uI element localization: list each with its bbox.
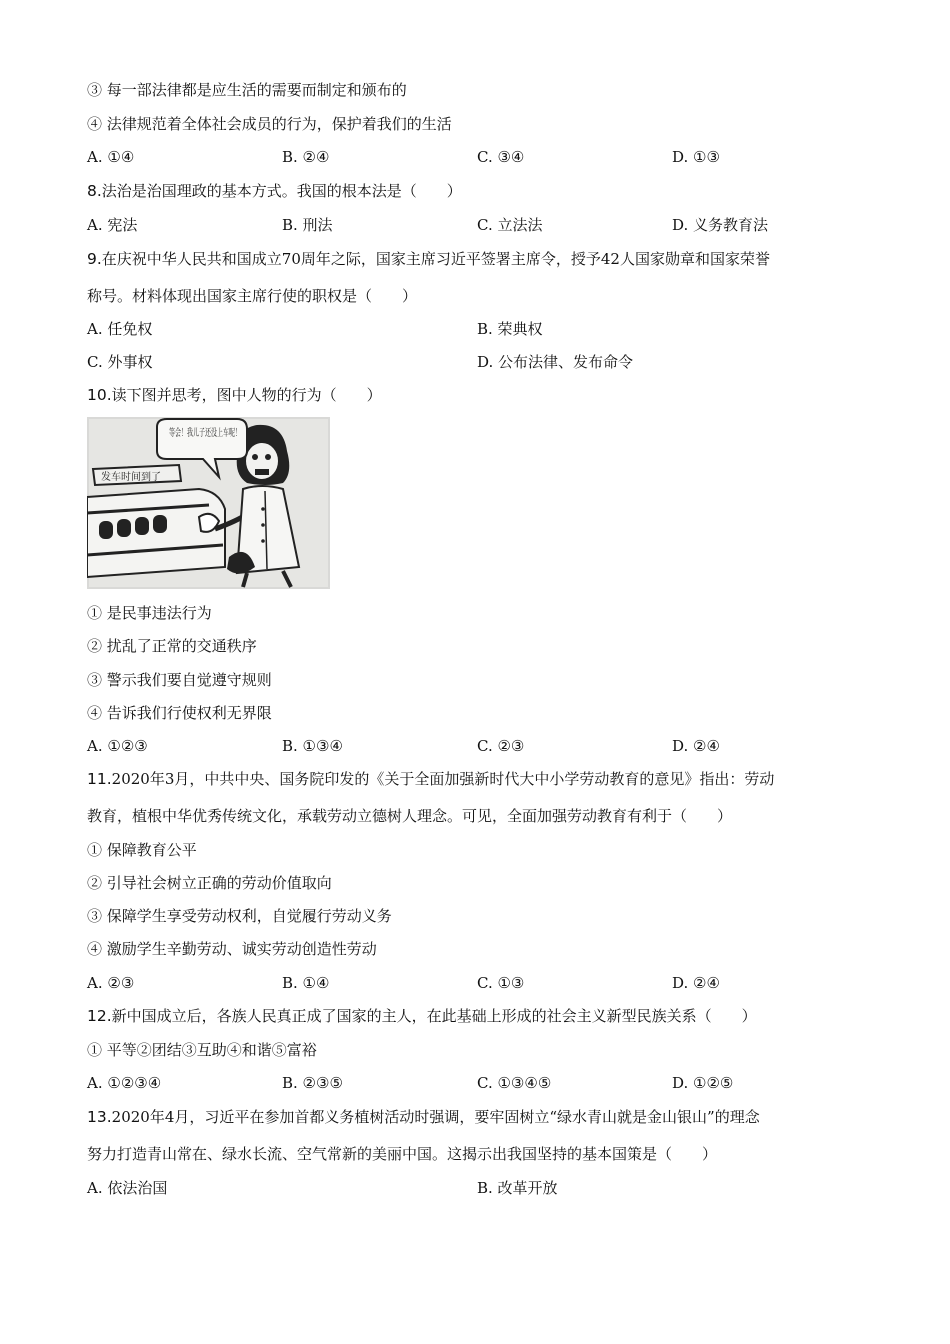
statement-11-1: ① 保障教育公平 bbox=[87, 841, 197, 859]
question-number: 13. bbox=[87, 1108, 112, 1126]
option-c[interactable]: C. 立法法 bbox=[477, 216, 543, 234]
statement-11-4: ④ 激励学生辛勤劳动、诚实劳动创造性劳动 bbox=[87, 940, 377, 958]
option-d[interactable]: D. ②④ bbox=[672, 974, 720, 992]
option-a[interactable]: A. 依法治国 bbox=[87, 1179, 168, 1197]
option-c[interactable]: C. ①③④⑤ bbox=[477, 1074, 552, 1092]
option-a[interactable]: A. 宪法 bbox=[87, 216, 138, 234]
speech-bubble-text: 等会！我儿子还没上车呢！ bbox=[169, 428, 289, 439]
question-number: 8. bbox=[87, 182, 102, 200]
statement-10-3: ③ 警示我们要自觉遵守规则 bbox=[87, 671, 272, 689]
question-number: 11. bbox=[87, 770, 112, 788]
question-text: 在庆祝中华人民共和国成立70周年之际，国家主席习近平签署主席令，授予42人国家勋章和国家荣誉 bbox=[101, 250, 770, 268]
option-b[interactable]: B. 荣典权 bbox=[477, 320, 543, 338]
options-q13 bbox=[87, 1178, 867, 1198]
option-b[interactable]: B. 刑法 bbox=[282, 216, 333, 234]
option-c[interactable]: C. ②③ bbox=[477, 737, 525, 755]
options-q7 bbox=[87, 147, 867, 167]
question-11-cont: 教育，植根中华优秀传统文化，承载劳动立德树人理念。可见，全面加强劳动教育有利于（ ） bbox=[87, 807, 733, 825]
option-c[interactable]: C. ③④ bbox=[477, 148, 525, 166]
question-10 bbox=[87, 385, 382, 405]
statement-11-3: ③ 保障学生享受劳动权利，自觉履行劳动义务 bbox=[87, 907, 392, 925]
question-text: 新中国成立后，各族人民真正成了国家的主人，在此基础上形成的社会主义新型民族关系（ ） bbox=[111, 1007, 757, 1025]
option-b[interactable]: B. ②④ bbox=[282, 148, 330, 166]
option-a[interactable]: A. ①②③ bbox=[87, 737, 148, 755]
question-8 bbox=[87, 181, 462, 201]
question-number: 12. bbox=[87, 1007, 112, 1025]
statement-10-2: ② 扰乱了正常的交通秩序 bbox=[87, 637, 257, 655]
statement-12-1: ① 平等②团结③互助④和谐⑤富裕 bbox=[87, 1041, 317, 1059]
question-number: 9. bbox=[87, 250, 102, 268]
options-q9-row2 bbox=[87, 352, 867, 372]
statement-10-4: ④ 告诉我们行使权利无界限 bbox=[87, 704, 272, 722]
statement-7-3: ③ 每一部法律都是应生活的需要而制定和颁布的 bbox=[87, 81, 407, 99]
question-9-cont: 称号。材料体现出国家主席行使的职权是（ ） bbox=[87, 287, 418, 305]
cartoon-image bbox=[87, 417, 330, 589]
option-d[interactable]: D. ①③ bbox=[672, 148, 720, 166]
options-q10 bbox=[87, 736, 867, 756]
option-d[interactable]: D. ①②⑤ bbox=[672, 1074, 734, 1092]
option-a[interactable]: A. ①④ bbox=[87, 148, 135, 166]
option-d[interactable]: D. 公布法律、发布命令 bbox=[477, 353, 634, 371]
option-a[interactable]: A. ②③ bbox=[87, 974, 135, 992]
option-b[interactable]: B. ①④ bbox=[282, 974, 330, 992]
option-c[interactable]: C. ①③ bbox=[477, 974, 525, 992]
option-d[interactable]: D. ②④ bbox=[672, 737, 720, 755]
statement-11-2: ② 引导社会树立正确的劳动价值取向 bbox=[87, 874, 332, 892]
option-a[interactable]: A. 任免权 bbox=[87, 320, 153, 338]
statement-7-4: ④ 法律规范着全体社会成员的行为，保护着我们的生活 bbox=[87, 115, 452, 133]
option-c[interactable]: C. 外事权 bbox=[87, 353, 153, 371]
question-13-cont: 努力打造青山常在、绿水长流、空气常新的美丽中国。这揭示出我国坚持的基本国策是（ ） bbox=[87, 1145, 718, 1163]
question-13 bbox=[87, 1107, 760, 1127]
options-q8 bbox=[87, 215, 867, 235]
question-text: 2020年4月，习近平在参加首都义务植树活动时强调，要牢固树立“绿水青山就是金山银山”的理念 bbox=[111, 1108, 760, 1126]
option-b[interactable]: B. ①③④ bbox=[282, 737, 343, 755]
question-text: 法治是治国理政的基本方式。我国的根本法是（ ） bbox=[101, 182, 462, 200]
question-text: 读下图并思考，图中人物的行为（ ） bbox=[111, 386, 382, 404]
option-b[interactable]: B. ②③⑤ bbox=[282, 1074, 343, 1092]
sign-text: 发车时间到了 bbox=[101, 472, 161, 483]
question-12 bbox=[87, 1006, 757, 1026]
option-a[interactable]: A. ①②③④ bbox=[87, 1074, 162, 1092]
options-q11 bbox=[87, 973, 867, 993]
statement-10-1: ① 是民事违法行为 bbox=[87, 604, 212, 622]
option-b[interactable]: B. 改革开放 bbox=[477, 1179, 558, 1197]
question-text: 2020年3月，中共中央、国务院印发的《关于全面加强新时代大中小学劳动教育的意见》指出：劳动 bbox=[111, 770, 775, 788]
option-d[interactable]: D. 义务教育法 bbox=[672, 216, 769, 234]
question-number: 10. bbox=[87, 386, 112, 404]
question-11 bbox=[87, 769, 774, 789]
options-q9-row1 bbox=[87, 319, 867, 339]
question-9 bbox=[87, 249, 770, 269]
options-q12 bbox=[87, 1073, 867, 1093]
